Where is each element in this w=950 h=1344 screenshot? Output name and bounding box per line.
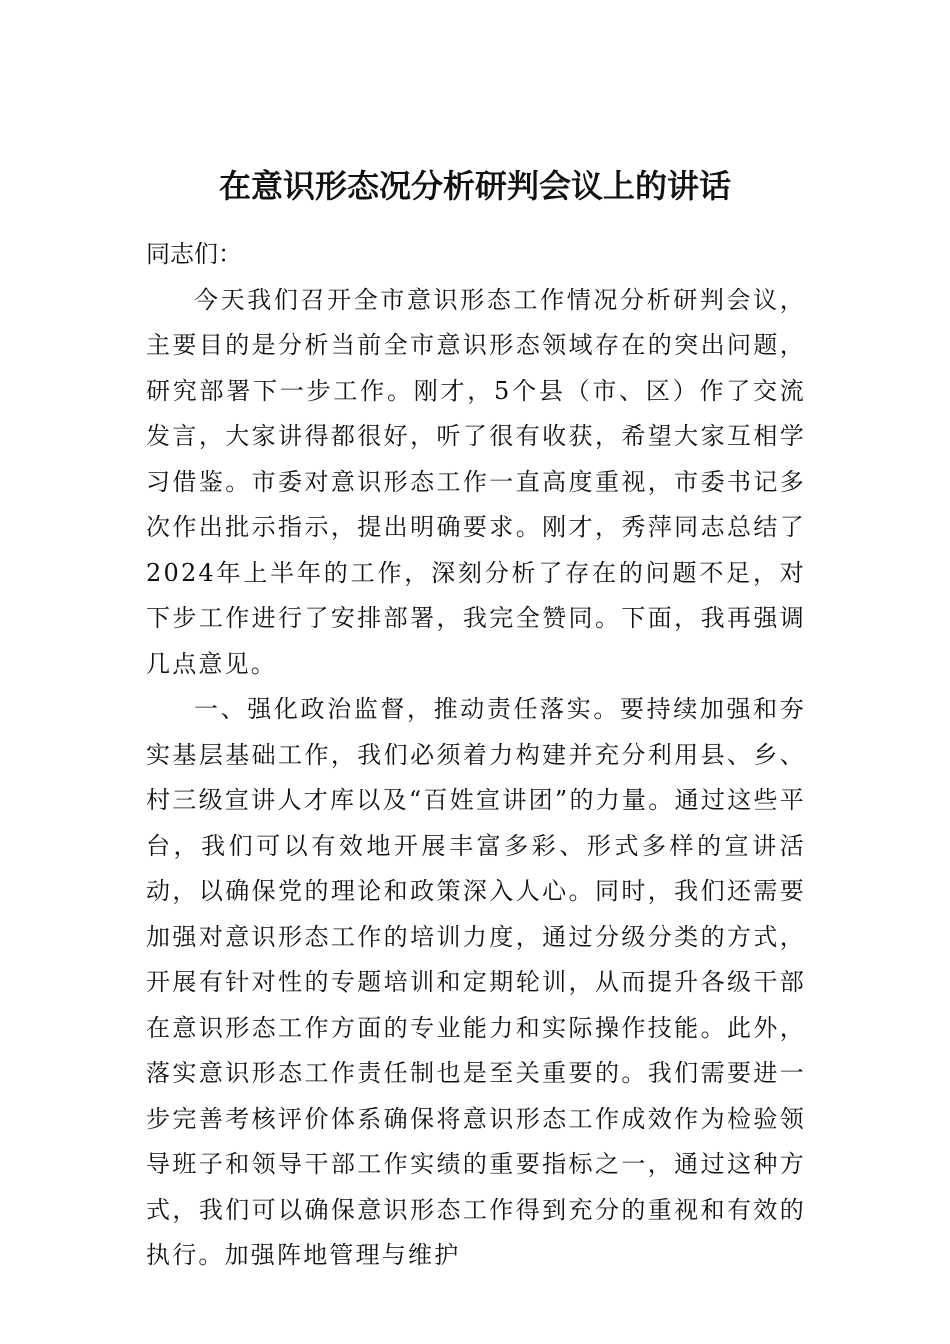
salutation: 同志们： <box>146 240 242 268</box>
document-title: 在意识形态况分析研判会议上的讲话 <box>218 167 731 205</box>
paragraph-section-one: 一、强化政治监督，推动责任落实。要持续加强和夯实基层基础工作，我们必须着力构建并充分利用县、乡、村三级宣讲人才库以及“百姓宣讲团”的力量。通过这些平台，我们可以有效地开展丰富多彩、形式多样的宣讲活动，以确保党的理论和政策深入人心。同时，我们还需要加强对意识形态工作的培训力度，通过分级分类的方式，开展有针对性的专题培训和定期轮训，从而提升各级干部在意识形态工作方面的专业能力和实际操作技能。此外，落实意识形态工作责任制也是至关重要的。我们需要进一步完善考核评价体系确保将意识形态工作成效作为检验领导班子和领导干部工作实绩的重要指标之一，通过这种方式，我们可以确保意识形态工作得到充分的重视和有效的执行。加强阵地管理与维护 <box>146 695 806 1269</box>
document-body <box>146 232 806 1279</box>
paragraph-opening: 今天我们召开全市意识形态工作情况分析研判会议，主要目的是分析当前全市意识形态领域存在的突出问题，研究部署下一步工作。刚才，5个县（市、区）作了交流发言，大家讲得都很好，听了很有收获，希望大家互相学习借鉴。市委对意识形态工作一直高度重视，市委书记多次作出批示指示，提出明确要求。刚才，秀萍同志总结了2024年上半年的工作，深刻分析了存在的问题不足，对下步工作进行了安排部署，我完全赞同。下面，我再强调几点意见。 <box>146 285 806 678</box>
